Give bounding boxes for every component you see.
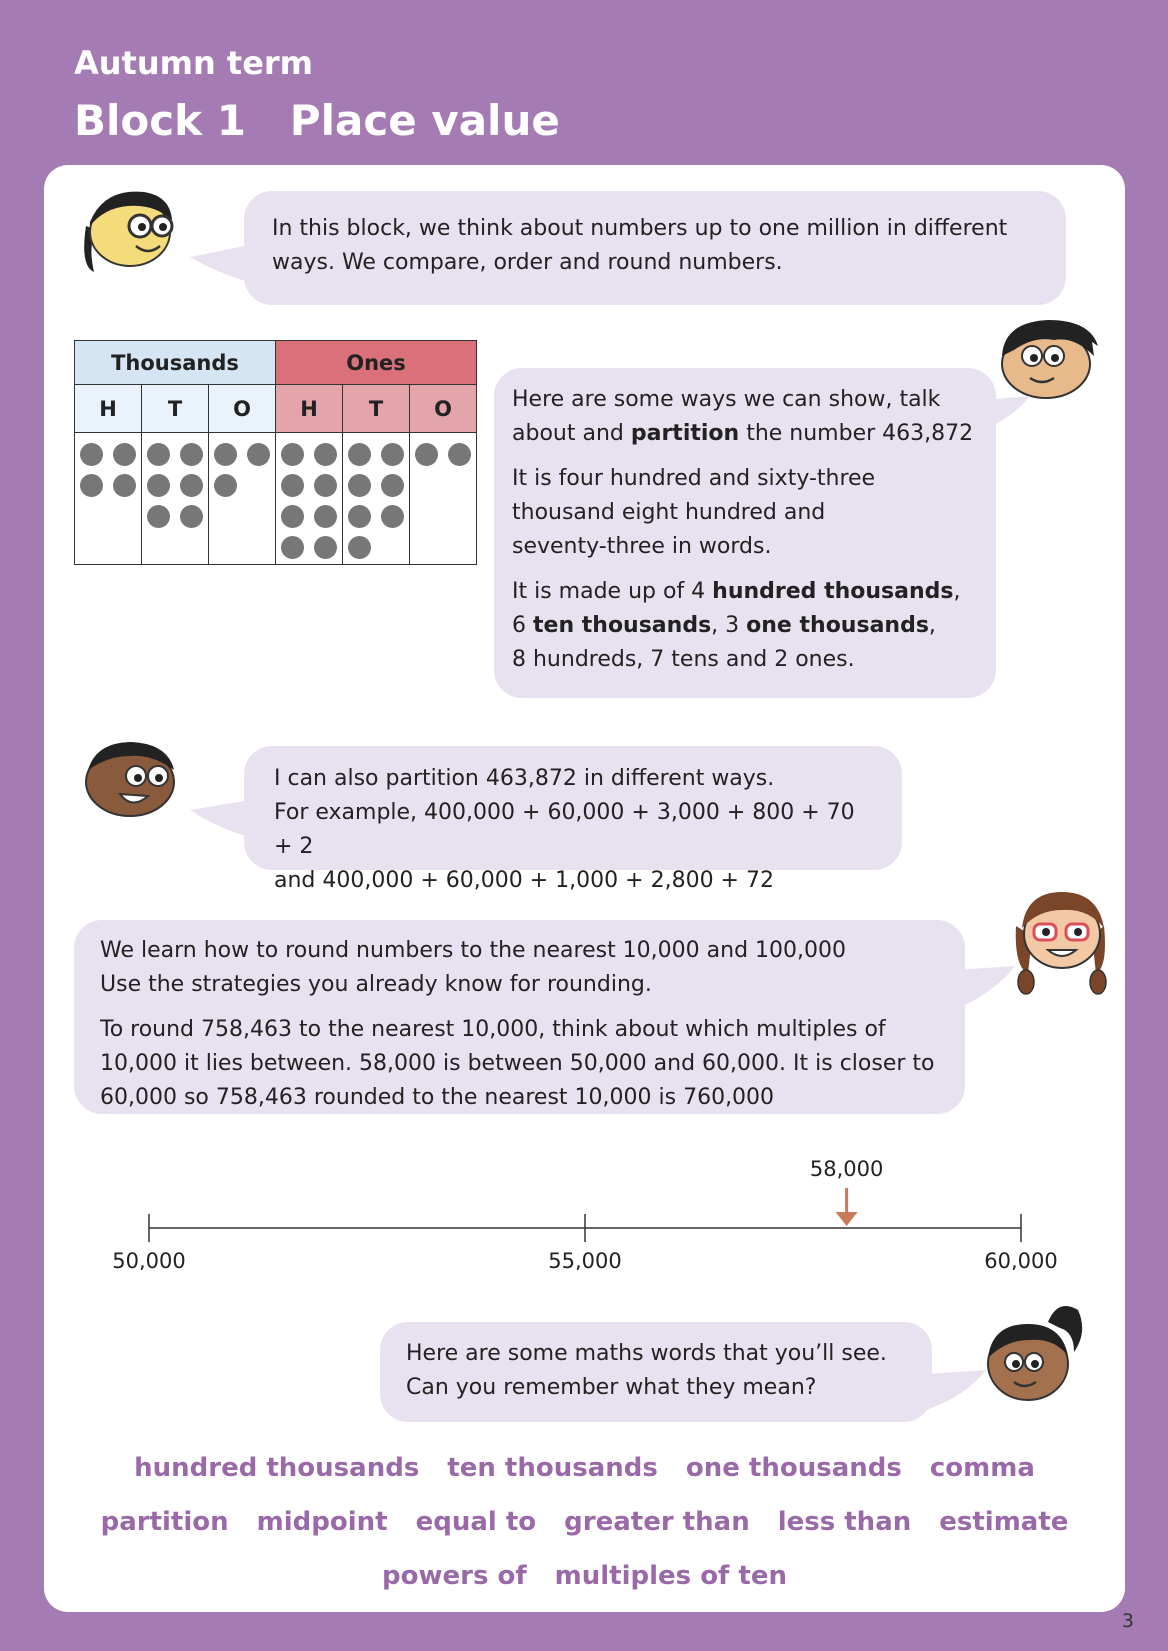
number-line-label-start: 50,000 <box>112 1249 186 1270</box>
rounding-line-2: Use the strategies you already know for rounding. <box>100 972 652 997</box>
child-avatar-ponytail-icon <box>978 1302 1088 1414</box>
counter-dot <box>314 443 337 466</box>
number-line-label-mid: 55,000 <box>548 1249 622 1270</box>
place-value-table <box>74 340 477 565</box>
words-line-2: thousand eight hundred and <box>512 500 826 525</box>
counter-dot <box>415 443 438 466</box>
different-ways-line-1: I can also partition 463,872 in different ways. <box>274 766 775 791</box>
header-block-title: Block 1 Place value <box>74 96 560 145</box>
child-avatar-smiling-boy-icon <box>74 736 184 826</box>
words-line-1: It is four hundred and sixty-three <box>512 466 876 491</box>
partition-keyword: partition <box>630 421 740 446</box>
keyword-one-thousands: one thousands <box>746 613 929 638</box>
maths-words-line-2: Can you remember what they mean? <box>406 1375 817 1400</box>
counter-dot <box>214 474 237 497</box>
intro-line-2: ways. We compare, order and round numbers. <box>272 250 783 275</box>
counter-dot <box>214 443 237 466</box>
marker-arrow-head-icon <box>836 1212 858 1226</box>
column-header-th-h: H <box>75 385 142 433</box>
child-avatar-boy-icon <box>994 316 1104 406</box>
column-header-on-o: O <box>410 385 477 433</box>
made-up-line-1c: , <box>953 579 961 604</box>
counter-dot <box>348 443 371 466</box>
vocab-word: ten thousands <box>447 1453 658 1483</box>
counter-dot <box>348 536 371 559</box>
rounding-line-3: To round 758,463 to the nearest 10,000, think about which multiples of <box>100 1017 886 1042</box>
vocabulary-row-1 <box>44 1453 1125 1483</box>
counter-cell <box>410 433 477 565</box>
vocab-word: one thousands <box>685 1453 902 1483</box>
rounding-line-5: 60,000 so 758,463 rounded to the nearest 10,000 is 760,000 <box>100 1085 775 1110</box>
counter-dot <box>314 505 337 528</box>
made-up-line-3: 8 hundreds, 7 tens and 2 ones. <box>512 647 855 672</box>
counter-dot <box>381 505 404 528</box>
made-up-line-2a: 6 <box>512 613 533 638</box>
made-up-line-2e: , <box>928 613 936 638</box>
keyword-hundred-thousands: hundred thousands <box>712 579 954 604</box>
rounding-line-1: We learn how to round numbers to the nearest 10,000 and 100,000 <box>100 938 847 963</box>
intro-bubble <box>244 191 1066 305</box>
counter-dot <box>281 505 304 528</box>
column-header-th-o: O <box>209 385 276 433</box>
made-up-line-1a: It is made up of 4 <box>512 579 713 604</box>
child-avatar-braids-icon <box>1008 886 1118 1006</box>
vocab-word: greater than <box>564 1507 750 1537</box>
vocab-word: less than <box>777 1507 912 1537</box>
counter-dot <box>80 474 103 497</box>
number-line-label-end: 60,000 <box>984 1249 1058 1270</box>
number-line-marker-label: 58,000 <box>809 1157 884 1181</box>
vocab-word: equal to <box>415 1507 537 1537</box>
counter-dot <box>113 474 136 497</box>
vocab-word: partition <box>100 1507 229 1537</box>
page-number: 3 <box>1121 1610 1134 1632</box>
counter-cell <box>142 433 209 565</box>
counter-dot <box>381 474 404 497</box>
vocab-word: comma <box>929 1453 1035 1483</box>
counter-dot <box>180 505 203 528</box>
vocab-word: multiples of ten <box>554 1561 787 1591</box>
vocabulary-row-3 <box>44 1561 1125 1591</box>
counter-dot <box>147 474 170 497</box>
rounding-line-4: 10,000 it lies between. 58,000 is between 50,000 and 60,000. It is closer to <box>100 1051 935 1076</box>
counter-cell <box>276 433 343 565</box>
vocab-word: midpoint <box>256 1507 388 1537</box>
counter-dot <box>113 443 136 466</box>
maths-words-line-1: Here are some maths words that you’ll see. <box>406 1341 887 1366</box>
vocab-word: hundred thousands <box>134 1453 420 1483</box>
counter-cell <box>343 433 410 565</box>
partition-line-2a: about and <box>512 421 631 446</box>
different-ways-line-2: For example, 400,000 + 60,000 + 3,000 + 800 + 70 + 2 <box>274 800 855 859</box>
words-line-3: seventy-three in words. <box>512 534 772 559</box>
counter-dot <box>147 443 170 466</box>
counter-dot <box>281 443 304 466</box>
partition-line-2c: the number 463,872 <box>739 421 974 446</box>
bubble-tail-icon <box>926 1370 986 1420</box>
counter-dot <box>180 474 203 497</box>
counter-dot <box>80 443 103 466</box>
group-header-thousands: Thousands <box>75 341 276 385</box>
keyword-ten-thousands: ten thousands <box>533 613 712 638</box>
column-header-on-t: T <box>343 385 410 433</box>
vocab-word: powers of <box>382 1561 527 1591</box>
counter-dot <box>147 505 170 528</box>
group-header-ones: Ones <box>276 341 477 385</box>
counter-dot <box>448 443 471 466</box>
counter-cell <box>75 433 142 565</box>
counter-dot <box>281 474 304 497</box>
number-line <box>100 1150 1080 1270</box>
counter-dot <box>348 474 371 497</box>
child-avatar-glasses-icon <box>74 186 184 276</box>
counter-dot <box>180 443 203 466</box>
partition-bubble <box>494 368 996 698</box>
vocab-word: estimate <box>939 1507 1069 1537</box>
partition-line-1: Here are some ways we can show, talk <box>512 387 941 412</box>
counter-dot <box>314 536 337 559</box>
vocabulary-row-2 <box>44 1507 1125 1537</box>
column-header-th-t: T <box>142 385 209 433</box>
column-header-on-h: H <box>276 385 343 433</box>
maths-words-bubble <box>380 1322 932 1422</box>
counter-dot <box>314 474 337 497</box>
counter-cell <box>209 433 276 565</box>
made-up-line-2c: , 3 <box>711 613 747 638</box>
counter-dot <box>348 505 371 528</box>
counter-dot <box>247 443 270 466</box>
different-ways-bubble <box>244 746 902 893</box>
header-term: Autumn term <box>74 44 314 82</box>
different-ways-line-3: and 400,000 + 60,000 + 1,000 + 2,800 + 72 <box>274 868 774 893</box>
counter-dot <box>281 536 304 559</box>
rounding-bubble <box>74 920 965 1114</box>
intro-line-1: In this block, we think about numbers up to one million in different <box>272 216 1008 241</box>
counter-dot <box>381 443 404 466</box>
